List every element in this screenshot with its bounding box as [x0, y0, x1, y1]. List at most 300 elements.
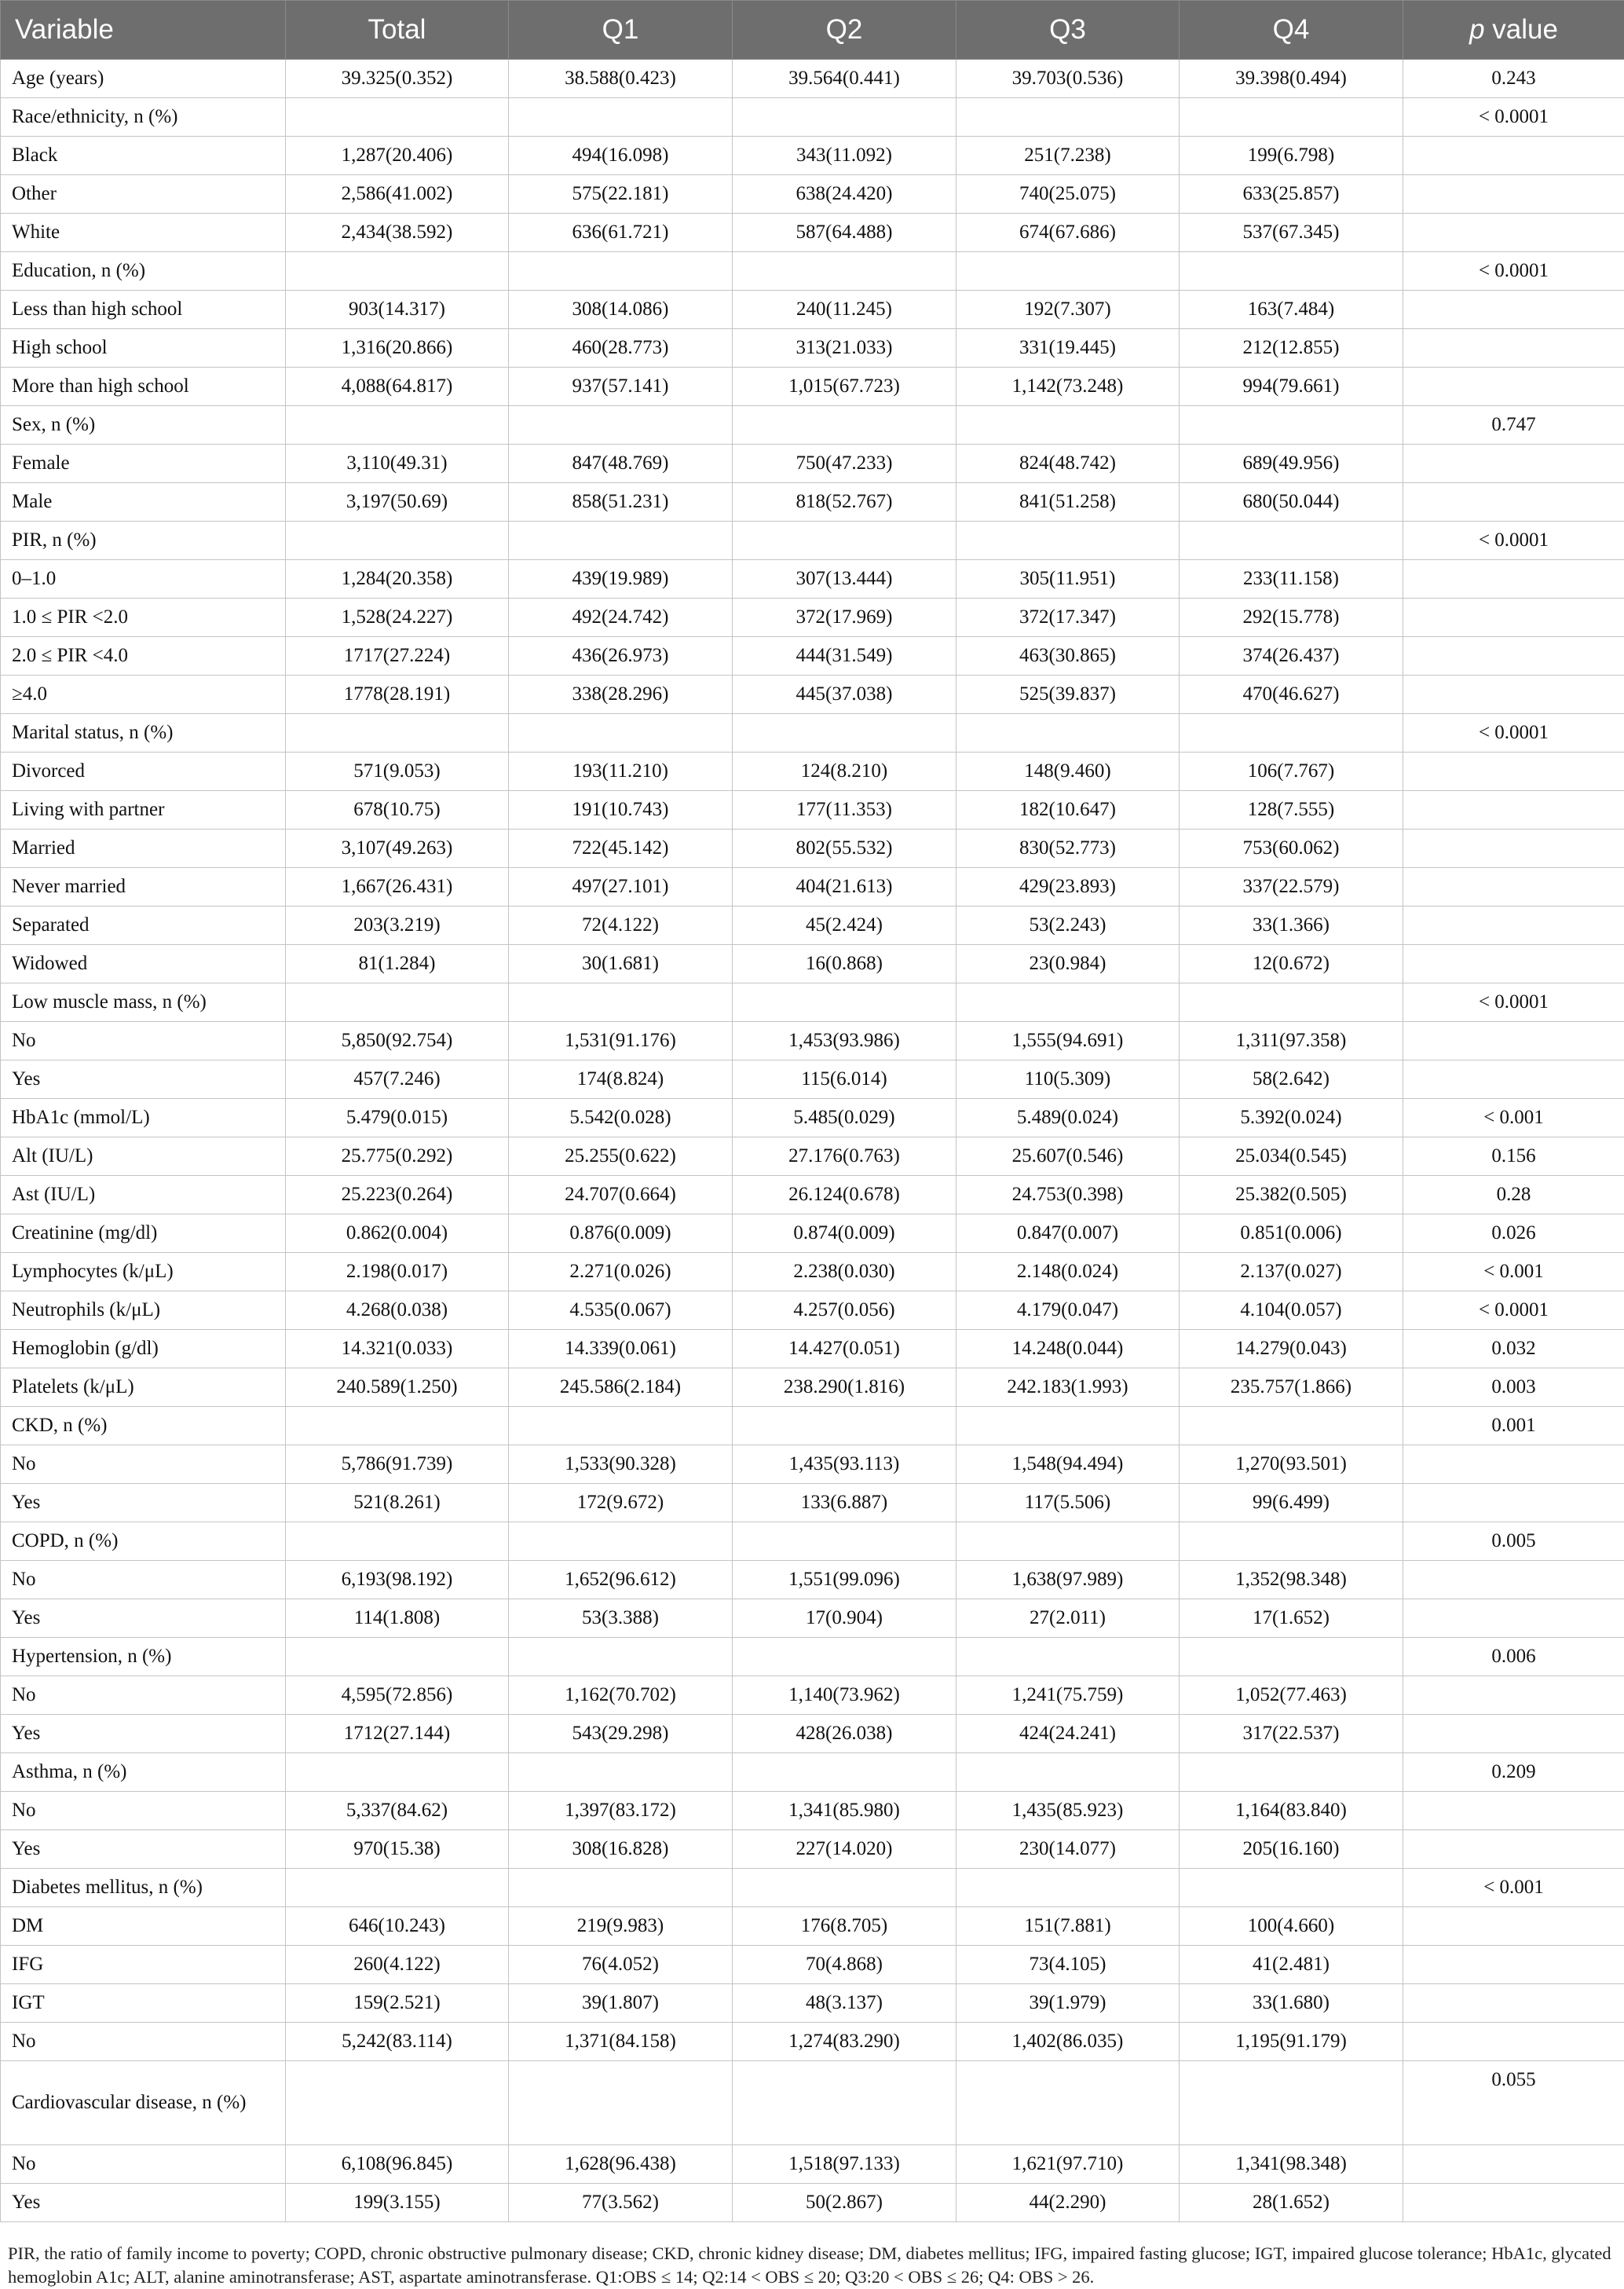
cell-variable: No: [1, 1792, 286, 1830]
cell-q1: 24.707(0.664): [509, 1176, 733, 1214]
table-row: [1, 1792, 1624, 1830]
cell-q2: 343(11.092): [733, 137, 956, 175]
table-row: [1, 1368, 1624, 1407]
cell-p-value: [1403, 1022, 1624, 1060]
cell-q4: 1,352(98.348): [1180, 1561, 1403, 1599]
cell-q2: 444(31.549): [733, 637, 956, 676]
cell-total: 1,287(20.406): [286, 137, 509, 175]
cell-p-value: < 0.001: [1403, 1253, 1624, 1291]
cell-q4: 14.279(0.043): [1180, 1330, 1403, 1368]
cell-p-value: 0.747: [1403, 406, 1624, 445]
cell-q1: 492(24.742): [509, 599, 733, 637]
cell-p-value: [1403, 214, 1624, 252]
table-row: [1, 1022, 1624, 1060]
cell-q2: [733, 98, 956, 137]
cell-q3: 824(48.742): [956, 445, 1180, 483]
cell-p-value: 0.28: [1403, 1176, 1624, 1214]
cell-total: 240.589(1.250): [286, 1368, 509, 1407]
cell-q3: 242.183(1.993): [956, 1368, 1180, 1407]
cell-total: 1,528(24.227): [286, 599, 509, 637]
header-variable: Variable: [1, 1, 286, 60]
cell-q3: 73(4.105): [956, 1946, 1180, 1984]
cell-p-value: [1403, 791, 1624, 830]
cell-total: [286, 714, 509, 753]
cell-q1: 193(11.210): [509, 753, 733, 791]
table-row: [1, 252, 1624, 291]
cell-q4: [1180, 98, 1403, 137]
cell-q4: 680(50.044): [1180, 483, 1403, 522]
cell-q4: 2.137(0.027): [1180, 1253, 1403, 1291]
cell-q3: 230(14.077): [956, 1830, 1180, 1869]
table-row: [1, 1830, 1624, 1869]
cell-q2: 307(13.444): [733, 560, 956, 599]
header-q1: Q1: [509, 1, 733, 60]
cell-variable: Marital status, n (%): [1, 714, 286, 753]
cell-q4: 25.034(0.545): [1180, 1137, 1403, 1176]
cell-total: 25.775(0.292): [286, 1137, 509, 1176]
cell-p-value: [1403, 1445, 1624, 1484]
cell-q3: 429(23.893): [956, 868, 1180, 906]
table-row: [1, 368, 1624, 406]
cell-q3: 44(2.290): [956, 2184, 1180, 2222]
cell-total: 114(1.808): [286, 1599, 509, 1638]
cell-total: [286, 252, 509, 291]
cell-q1: 30(1.681): [509, 945, 733, 983]
cell-total: 260(4.122): [286, 1946, 509, 1984]
table-row: [1, 291, 1624, 329]
cell-variable: No: [1, 1445, 286, 1484]
table-row: [1, 1869, 1624, 1907]
cell-q3: 251(7.238): [956, 137, 1180, 175]
cell-q3: 525(39.837): [956, 676, 1180, 714]
cell-p-value: 0.005: [1403, 1522, 1624, 1561]
table-row: [1, 445, 1624, 483]
cell-total: 0.862(0.004): [286, 1214, 509, 1253]
cell-p-value: [1403, 1561, 1624, 1599]
cell-total: 2,434(38.592): [286, 214, 509, 252]
cell-q3: 39(1.979): [956, 1984, 1180, 2023]
cell-total: 1,316(20.866): [286, 329, 509, 368]
cell-p-value: [1403, 637, 1624, 676]
cell-q2: 176(8.705): [733, 1907, 956, 1946]
header-p-italic: p: [1469, 14, 1484, 45]
cell-variable: IGT: [1, 1984, 286, 2023]
table-row: [1, 1137, 1624, 1176]
cell-q3: 1,241(75.759): [956, 1676, 1180, 1715]
cell-q4: 58(2.642): [1180, 1060, 1403, 1099]
cell-total: 903(14.317): [286, 291, 509, 329]
cell-q1: [509, 983, 733, 1022]
table-row: [1, 1445, 1624, 1484]
cell-q4: 100(4.660): [1180, 1907, 1403, 1946]
cell-q2: [733, 1638, 956, 1676]
cell-q3: 830(52.773): [956, 830, 1180, 868]
cell-q2: [733, 983, 956, 1022]
cell-total: 81(1.284): [286, 945, 509, 983]
cell-variable: More than high school: [1, 368, 286, 406]
cell-q2: 1,453(93.986): [733, 1022, 956, 1060]
cell-q4: 337(22.579): [1180, 868, 1403, 906]
cell-q2: 445(37.038): [733, 676, 956, 714]
cell-p-value: [1403, 945, 1624, 983]
table-row: [1, 98, 1624, 137]
table-row: [1, 175, 1624, 214]
cell-q1: 53(3.388): [509, 1599, 733, 1638]
cell-q2: 177(11.353): [733, 791, 956, 830]
cell-q2: [733, 1753, 956, 1792]
cell-q1: 1,628(96.438): [509, 2145, 733, 2184]
cell-q3: 424(24.241): [956, 1715, 1180, 1753]
cell-p-value: 0.156: [1403, 1137, 1624, 1176]
cell-variable: No: [1, 1561, 286, 1599]
table-row: [1, 60, 1624, 98]
cell-q2: 1,551(99.096): [733, 1561, 956, 1599]
cell-p-value: [1403, 2145, 1624, 2184]
table-row: [1, 1946, 1624, 1984]
cell-variable: Platelets (k/μL): [1, 1368, 286, 1407]
table-header: [1, 1, 1624, 60]
cell-variable: Low muscle mass, n (%): [1, 983, 286, 1022]
cell-q1: 847(48.769): [509, 445, 733, 483]
cell-total: 6,108(96.845): [286, 2145, 509, 2184]
table-row: [1, 830, 1624, 868]
table-row: [1, 1407, 1624, 1445]
cell-p-value: < 0.0001: [1403, 522, 1624, 560]
cell-q1: 219(9.983): [509, 1907, 733, 1946]
cell-p-value: [1403, 1484, 1624, 1522]
cell-q3: 305(11.951): [956, 560, 1180, 599]
cell-variable: Asthma, n (%): [1, 1753, 286, 1792]
cell-q3: [956, 252, 1180, 291]
cell-total: 5,337(84.62): [286, 1792, 509, 1830]
cell-q4: 1,164(83.840): [1180, 1792, 1403, 1830]
cell-variable: Yes: [1, 2184, 286, 2222]
cell-q4: 4.104(0.057): [1180, 1291, 1403, 1330]
cell-variable: Education, n (%): [1, 252, 286, 291]
cell-total: 646(10.243): [286, 1907, 509, 1946]
cell-p-value: [1403, 1599, 1624, 1638]
cell-q2: 750(47.233): [733, 445, 956, 483]
cell-q4: 633(25.857): [1180, 175, 1403, 214]
cell-q1: [509, 406, 733, 445]
cell-p-value: [1403, 1907, 1624, 1946]
cell-p-value: [1403, 1676, 1624, 1715]
cell-total: 521(8.261): [286, 1484, 509, 1522]
cell-q1: 308(14.086): [509, 291, 733, 329]
cell-q4: 12(0.672): [1180, 945, 1403, 983]
cell-total: [286, 1753, 509, 1792]
cell-q2: 2.238(0.030): [733, 1253, 956, 1291]
cell-q1: 191(10.743): [509, 791, 733, 830]
cell-q2: [733, 1407, 956, 1445]
cell-variable: Hemoglobin (g/dl): [1, 1330, 286, 1368]
cell-q2: 16(0.868): [733, 945, 956, 983]
cell-p-value: < 0.0001: [1403, 1291, 1624, 1330]
cell-p-value: 0.001: [1403, 1407, 1624, 1445]
cell-q4: 128(7.555): [1180, 791, 1403, 830]
cell-p-value: 0.003: [1403, 1368, 1624, 1407]
cell-q2: [733, 1869, 956, 1907]
cell-q3: 53(2.243): [956, 906, 1180, 945]
cell-q2: 802(55.532): [733, 830, 956, 868]
cell-q4: 39.398(0.494): [1180, 60, 1403, 98]
cell-total: 970(15.38): [286, 1830, 509, 1869]
cell-total: 5,242(83.114): [286, 2023, 509, 2061]
cell-q1: 1,531(91.176): [509, 1022, 733, 1060]
cell-variable: ≥4.0: [1, 676, 286, 714]
cell-q2: 238.290(1.816): [733, 1368, 956, 1407]
cell-total: 199(3.155): [286, 2184, 509, 2222]
table-row: [1, 945, 1624, 983]
cell-q4: 994(79.661): [1180, 368, 1403, 406]
table-row: [1, 2061, 1624, 2145]
cell-q2: 70(4.868): [733, 1946, 956, 1984]
cell-q1: 439(19.989): [509, 560, 733, 599]
table-row: [1, 1676, 1624, 1715]
cell-total: 5.479(0.015): [286, 1099, 509, 1137]
cell-p-value: [1403, 175, 1624, 214]
cell-q4: 199(6.798): [1180, 137, 1403, 175]
cell-p-value: [1403, 368, 1624, 406]
cell-variable: Diabetes mellitus, n (%): [1, 1869, 286, 1907]
cell-variable: Less than high school: [1, 291, 286, 329]
cell-p-value: [1403, 1984, 1624, 2023]
cell-q1: 722(45.142): [509, 830, 733, 868]
cell-q1: 460(28.773): [509, 329, 733, 368]
cell-variable: 2.0 ≤ PIR <4.0: [1, 637, 286, 676]
cell-q3: 1,548(94.494): [956, 1445, 1180, 1484]
cell-p-value: [1403, 676, 1624, 714]
cell-q2: [733, 1522, 956, 1561]
cell-variable: Yes: [1, 1599, 286, 1638]
cell-q3: [956, 1638, 1180, 1676]
cell-q3: 27(2.011): [956, 1599, 1180, 1638]
cell-q3: 117(5.506): [956, 1484, 1180, 1522]
cell-q1: 494(16.098): [509, 137, 733, 175]
table-row: [1, 1176, 1624, 1214]
cell-q3: 372(17.347): [956, 599, 1180, 637]
cell-q3: 25.607(0.546): [956, 1137, 1180, 1176]
cell-q3: 5.489(0.024): [956, 1099, 1180, 1137]
cell-total: [286, 2061, 509, 2145]
cell-total: [286, 1522, 509, 1561]
cell-q2: 115(6.014): [733, 1060, 956, 1099]
cell-q2: 313(21.033): [733, 329, 956, 368]
cell-q2: 240(11.245): [733, 291, 956, 329]
cell-q2: 50(2.867): [733, 2184, 956, 2222]
cell-p-value: [1403, 483, 1624, 522]
cell-variable: Yes: [1, 1830, 286, 1869]
cell-q3: [956, 2061, 1180, 2145]
cell-q2: [733, 252, 956, 291]
cell-q2: 0.874(0.009): [733, 1214, 956, 1253]
cell-q3: 463(30.865): [956, 637, 1180, 676]
cell-p-value: [1403, 906, 1624, 945]
cell-p-value: < 0.0001: [1403, 983, 1624, 1022]
cell-variable: Never married: [1, 868, 286, 906]
cell-q2: [733, 2061, 956, 2145]
cell-variable: Creatinine (mg/dl): [1, 1214, 286, 1253]
cell-variable: Male: [1, 483, 286, 522]
cell-total: [286, 1638, 509, 1676]
cell-q2: 4.257(0.056): [733, 1291, 956, 1330]
cell-variable: Sex, n (%): [1, 406, 286, 445]
cell-q4: [1180, 252, 1403, 291]
cell-q2: 372(17.969): [733, 599, 956, 637]
cell-q4: 0.851(0.006): [1180, 1214, 1403, 1253]
table-row: [1, 1984, 1624, 2023]
cell-q1: 1,371(84.158): [509, 2023, 733, 2061]
table-row: [1, 753, 1624, 791]
cell-q4: 1,195(91.179): [1180, 2023, 1403, 2061]
cell-total: 14.321(0.033): [286, 1330, 509, 1368]
cell-variable: Female: [1, 445, 286, 483]
cell-q4: 212(12.855): [1180, 329, 1403, 368]
cell-q1: 543(29.298): [509, 1715, 733, 1753]
cell-q1: [509, 1407, 733, 1445]
cell-q2: 1,518(97.133): [733, 2145, 956, 2184]
table-row: [1, 1330, 1624, 1368]
cell-p-value: [1403, 1060, 1624, 1099]
table-row: [1, 1214, 1624, 1253]
cell-q4: 470(46.627): [1180, 676, 1403, 714]
cell-q3: 740(25.075): [956, 175, 1180, 214]
table-row: [1, 1753, 1624, 1792]
cell-q1: [509, 1522, 733, 1561]
cell-p-value: [1403, 1946, 1624, 1984]
cell-p-value: [1403, 868, 1624, 906]
cell-q3: 1,402(86.035): [956, 2023, 1180, 2061]
cell-p-value: [1403, 445, 1624, 483]
header-total: Total: [286, 1, 509, 60]
cell-q1: 38.588(0.423): [509, 60, 733, 98]
cell-q3: 674(67.686): [956, 214, 1180, 252]
table-row: [1, 868, 1624, 906]
cell-q3: [956, 98, 1180, 137]
cell-q4: [1180, 1753, 1403, 1792]
cell-total: [286, 406, 509, 445]
cell-q1: 1,652(96.612): [509, 1561, 733, 1599]
cell-q1: 436(26.973): [509, 637, 733, 676]
cell-q3: 1,621(97.710): [956, 2145, 1180, 2184]
table-row: [1, 137, 1624, 175]
table-footnote: PIR, the ratio of family income to poverty; COPD, chronic obstructive pulmonary disease; CKD, chronic kidney disease; DM, diabetes mellitus; IFG, impaired fasting glucose; IGT, impaired glucose tolerance; HbA1c, glycated hemoglobin A1c; ALT, alanine aminotransferase; AST, aspartate aminotransferase. Q1:OBS ≤ 14; Q2:14 < OBS ≤ 20; Q3:20 < OBS ≤ 26; Q4: OBS > 26.: [8, 2242, 1618, 2289]
cell-total: 2.198(0.017): [286, 1253, 509, 1291]
cell-total: 571(9.053): [286, 753, 509, 791]
cell-q4: 537(67.345): [1180, 214, 1403, 252]
table-row: [1, 560, 1624, 599]
cell-total: 4.268(0.038): [286, 1291, 509, 1330]
cell-total: 1712(27.144): [286, 1715, 509, 1753]
table-row: [1, 1561, 1624, 1599]
cell-p-value: [1403, 1792, 1624, 1830]
cell-q3: 1,555(94.691): [956, 1022, 1180, 1060]
cell-q4: [1180, 1869, 1403, 1907]
cell-p-value: [1403, 137, 1624, 175]
table-row: [1, 1060, 1624, 1099]
cell-q4: 99(6.499): [1180, 1484, 1403, 1522]
cell-q3: 1,435(85.923): [956, 1792, 1180, 1830]
cell-q3: 151(7.881): [956, 1907, 1180, 1946]
cell-total: 39.325(0.352): [286, 60, 509, 98]
cell-p-value: 0.209: [1403, 1753, 1624, 1792]
cell-p-value: [1403, 830, 1624, 868]
cell-q3: [956, 983, 1180, 1022]
cell-p-value: < 0.001: [1403, 1099, 1624, 1137]
cell-q1: 25.255(0.622): [509, 1137, 733, 1176]
cell-q2: 1,341(85.980): [733, 1792, 956, 1830]
cell-variable: High school: [1, 329, 286, 368]
cell-q4: 25.382(0.505): [1180, 1176, 1403, 1214]
cell-q4: [1180, 406, 1403, 445]
cell-q4: 753(60.062): [1180, 830, 1403, 868]
cell-q4: 1,052(77.463): [1180, 1676, 1403, 1715]
table-row: [1, 906, 1624, 945]
cell-q2: 48(3.137): [733, 1984, 956, 2023]
cell-q3: [956, 1753, 1180, 1792]
cell-variable: Hypertension, n (%): [1, 1638, 286, 1676]
cell-q4: 374(26.437): [1180, 637, 1403, 676]
cell-p-value: < 0.001: [1403, 1869, 1624, 1907]
cell-q3: 148(9.460): [956, 753, 1180, 791]
cell-q4: [1180, 1522, 1403, 1561]
cell-p-value: [1403, 291, 1624, 329]
header-q4: Q4: [1180, 1, 1403, 60]
cell-q1: 77(3.562): [509, 2184, 733, 2222]
cell-variable: Other: [1, 175, 286, 214]
cell-total: 25.223(0.264): [286, 1176, 509, 1214]
table-row: [1, 522, 1624, 560]
cell-q4: 17(1.652): [1180, 1599, 1403, 1638]
cell-q3: 2.148(0.024): [956, 1253, 1180, 1291]
cell-q2: 27.176(0.763): [733, 1137, 956, 1176]
table-row: [1, 599, 1624, 637]
cell-variable: Yes: [1, 1060, 286, 1099]
table-row: [1, 791, 1624, 830]
cell-variable: HbA1c (mmol/L): [1, 1099, 286, 1137]
cell-total: 1717(27.224): [286, 637, 509, 676]
cell-q3: 1,638(97.989): [956, 1561, 1180, 1599]
cell-q2: 818(52.767): [733, 483, 956, 522]
cell-q1: 172(9.672): [509, 1484, 733, 1522]
cell-q2: 39.564(0.441): [733, 60, 956, 98]
table-row: [1, 214, 1624, 252]
cell-p-value: [1403, 753, 1624, 791]
cell-variable: DM: [1, 1907, 286, 1946]
table-row: [1, 2145, 1624, 2184]
cell-q3: 4.179(0.047): [956, 1291, 1180, 1330]
cell-q3: 1,142(73.248): [956, 368, 1180, 406]
cell-q2: 26.124(0.678): [733, 1176, 956, 1214]
cell-q4: 33(1.680): [1180, 1984, 1403, 2023]
cell-total: 1778(28.191): [286, 676, 509, 714]
table-row: [1, 1099, 1624, 1137]
cell-q4: [1180, 1407, 1403, 1445]
cell-variable: Yes: [1, 1715, 286, 1753]
table-body: [1, 60, 1624, 2222]
cell-q1: 72(4.122): [509, 906, 733, 945]
cell-q1: 497(27.101): [509, 868, 733, 906]
cell-p-value: 0.055: [1403, 2061, 1624, 2145]
header-q3: Q3: [956, 1, 1180, 60]
cell-q4: 1,341(98.348): [1180, 2145, 1403, 2184]
table-row: [1, 329, 1624, 368]
cell-q2: 1,140(73.962): [733, 1676, 956, 1715]
cell-total: [286, 1407, 509, 1445]
cell-variable: Alt (IU/L): [1, 1137, 286, 1176]
cell-q4: 33(1.366): [1180, 906, 1403, 945]
cell-q2: 133(6.887): [733, 1484, 956, 1522]
